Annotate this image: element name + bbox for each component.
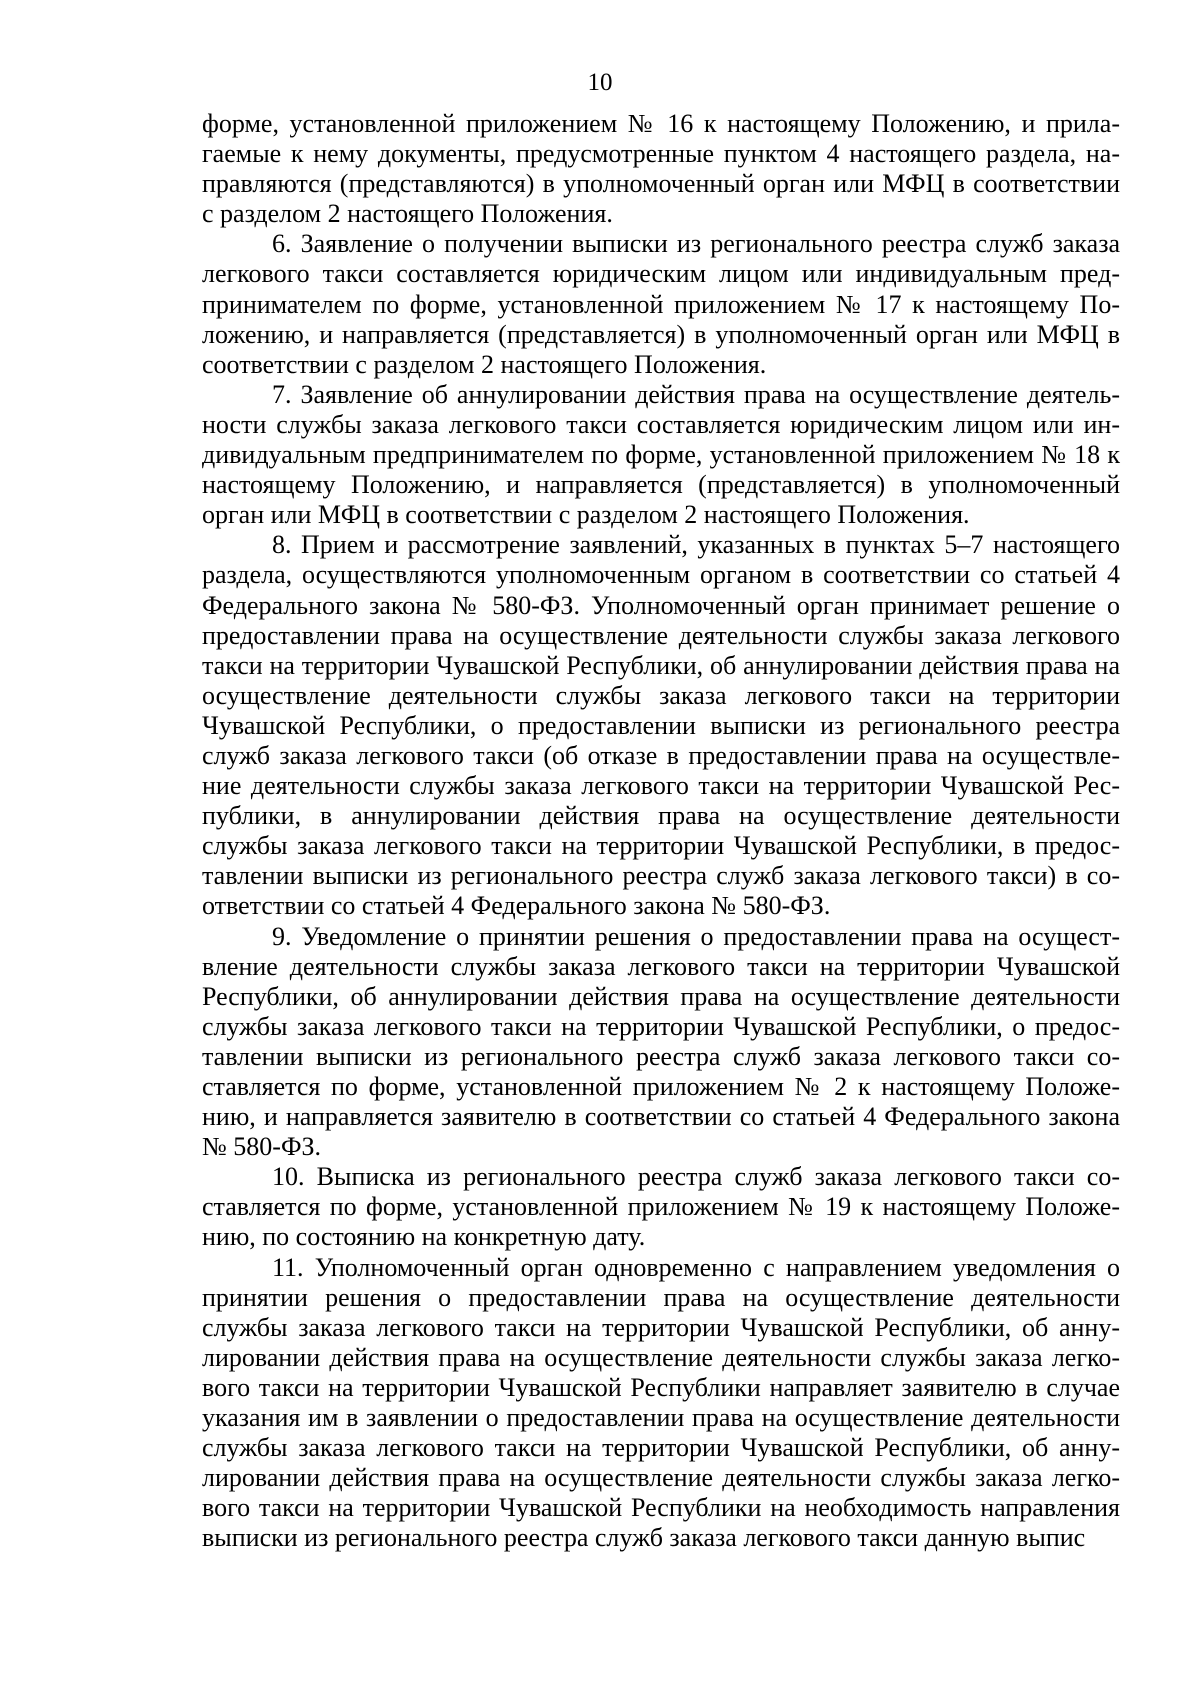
paragraph-9: 9. Уведомление о принятии решения о предоставлении права на осуществление деятельности службы заказа легкового такси на территории Чувашской Республики, об аннулировании действия права на осуществление деятельности службы заказа легкового такси на территории Чувашской Республики, о предоставлении выписки из регионального реестра служб заказа легкового такси составляется по форме, установленной приложением № 2 к настоящему Положению, и направляется заявителю в соответствии со статьей 4 Федерального закона № 580-ФЗ. [202,921,1120,1162]
paragraph-8: 8. Прием и рассмотрение заявлений, указанных в пунктах 5–7 настоящего раздела, осуществляются уполномоченным органом в соответствии со статьей 4 Федерального закона № 580-ФЗ. Уполномоченный орган принимает решение о предоставлении права на осуществление деятельности службы заказа легкового такси на территории Чувашской Республики, об аннулировании действия права на осуществление деятельности службы заказа легкового такси на территории Чувашской Республики, о предоставлении выписки из регионального реестра служб заказа легкового такси (об отказе в предоставлении права на осуществление деятельности службы заказа легкового такси на территории Чувашской Республики, в аннулировании действия права на осуществление деятельности службы заказа легкового такси на территории Чувашской Республики, в предоставлении выписки из регионального реестра служб заказа легкового такси) в соответствии со статьей 4 Федерального закона № 580-ФЗ. [202,530,1120,921]
paragraph-7: 7. Заявление об аннулировании действия права на осуществление деятельности службы заказа легкового такси составляется юридическим лицом или индивидуальным предпринимателем по форме, установленной приложением № 18 к настоящему Положению, и направляется (представляется) в уполномоченный орган или МФЦ в соответствии с разделом 2 настоящего Положения. [202,379,1120,530]
document-body [202,109,1120,1554]
paragraph-10: 10. Выписка из регионального реестра служб заказа легкового такси составляется по форме, установленной приложением № 19 к настоящему Положению, по состоянию на конкретную дату. [202,1162,1120,1252]
paragraph-6: 6. Заявление о получении выписки из регионального реестра служб заказа легкового такси составляется юридическим лицом или индивидуальным предпринимателем по форме, установленной приложением № 17 к настоящему Положению, и направляется (представляется) в уполномоченный орган или МФЦ в соответствии с разделом 2 настоящего Положения. [202,229,1120,379]
paragraph-11: 11. Уполномоченный орган одновременно с направлением уведомления о принятии решения о предоставлении права на осуществление деятельности службы заказа легкового такси на территории Чувашской Республики, об аннулировании действия права на осуществление деятельности службы заказа легкового такси на территории Чувашской Республики направляет заявителю в случае указания им в заявлении о предоставлении права на осуществление деятельности службы заказа легкового такси на территории Чувашской Республики, об аннулировании действия права на осуществление деятельности службы заказа легкового такси на территории Чувашской Республики на необходимость направления выписки из регионального реестра служб заказа легкового такси данную выпис [202,1252,1120,1553]
paragraph-continuation: форме, установленной приложением № 16 к настоящему Положению, и прилагаемые к нему документы, предусмотренные пунктом 4 настоящего раздела, направляются (представляются) в уполномоченный орган или МФЦ в соответствии с разделом 2 настоящего Положения. [202,109,1120,229]
page-number: 10 [587,69,613,96]
